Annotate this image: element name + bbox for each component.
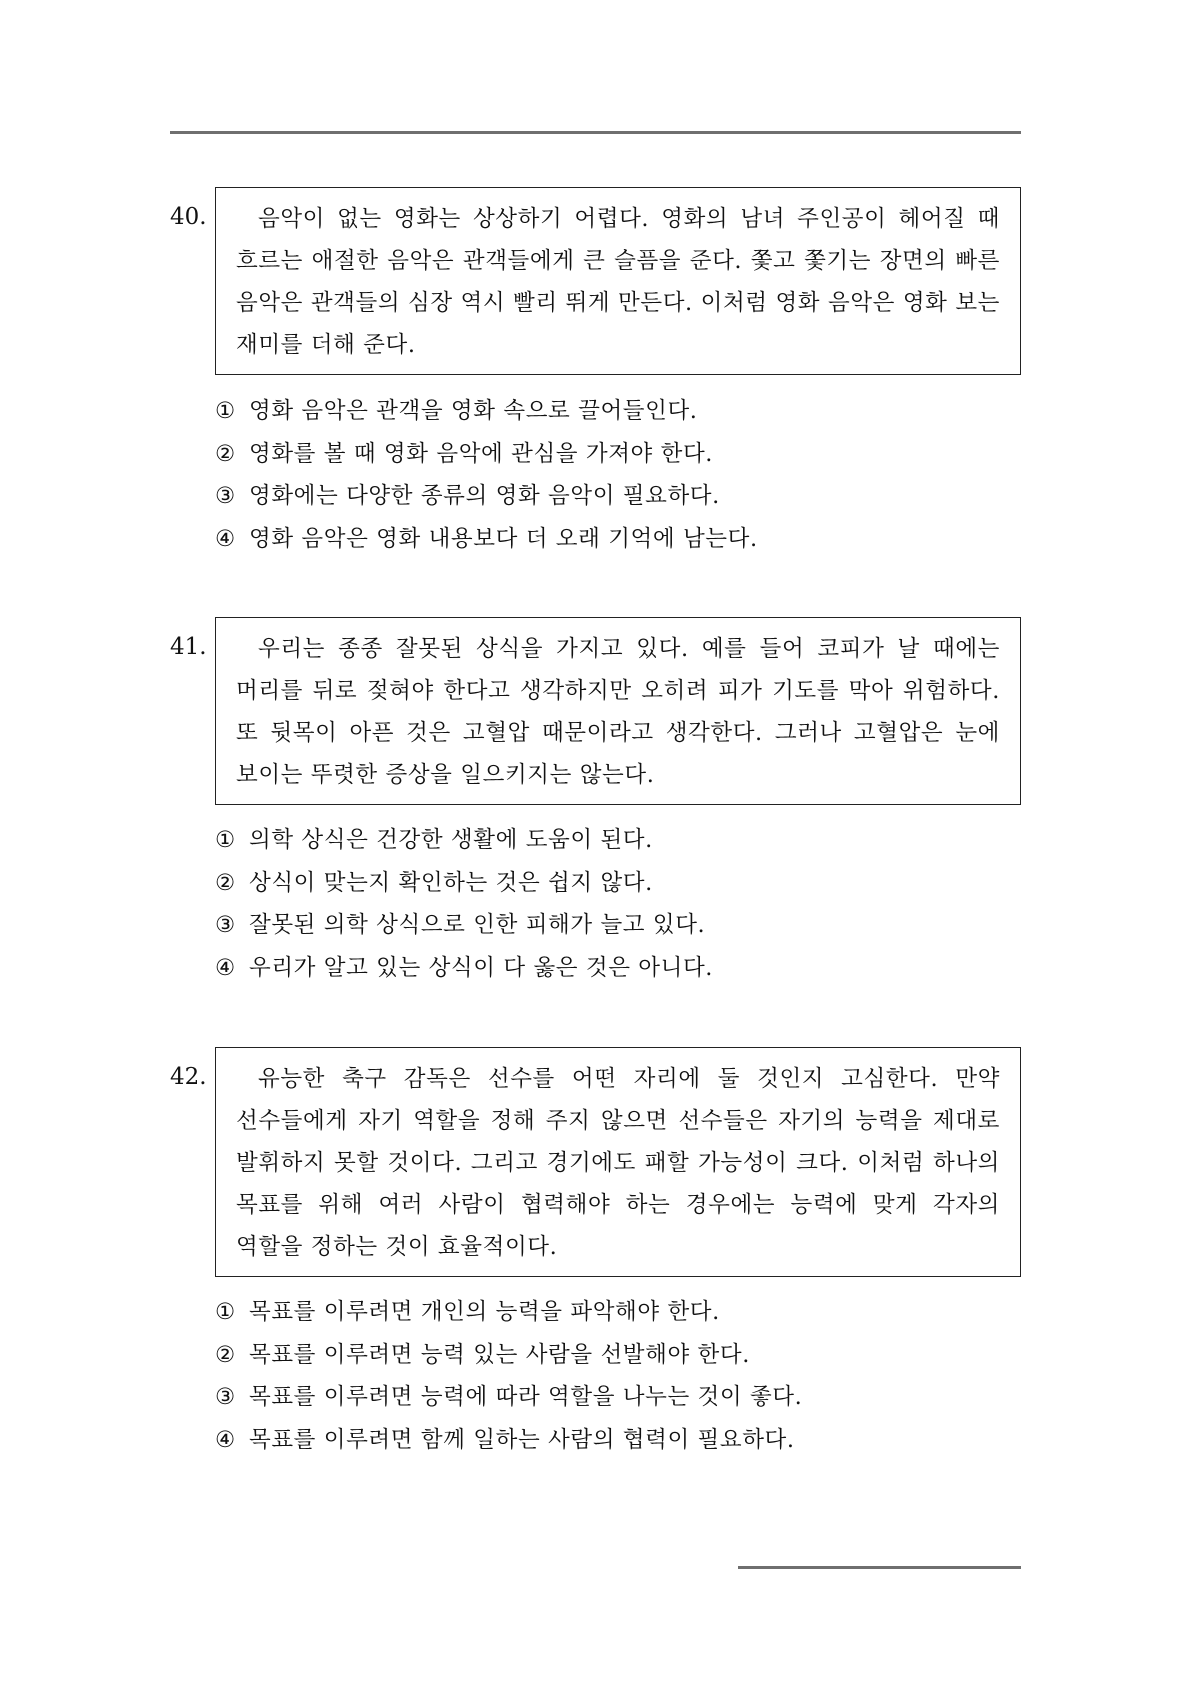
passage-box [215, 187, 1021, 375]
option-1[interactable] [215, 1291, 802, 1334]
option-marker: ③ [215, 1384, 236, 1410]
option-4[interactable] [215, 518, 758, 561]
answer-options [215, 1291, 802, 1461]
option-text: 의학 상식은 건강한 생활에 도움이 된다. [249, 827, 653, 853]
option-marker: ④ [215, 525, 236, 552]
passage-box [215, 617, 1021, 805]
option-2[interactable] [215, 433, 758, 476]
option-1[interactable] [215, 390, 758, 433]
option-text: 영화 음악은 관객을 영화 속으로 끌어들인다. [249, 398, 698, 424]
option-marker: ③ [215, 483, 236, 509]
option-text: 영화를 볼 때 영화 음악에 관심을 가져야 한다. [249, 440, 714, 467]
option-text: 목표를 이루려면 함께 일하는 사람의 협력이 필요하다. [249, 1426, 795, 1453]
question-number: 40. [170, 204, 207, 230]
passage-box [215, 1047, 1021, 1277]
option-marker: ② [215, 869, 236, 896]
option-text: 영화에는 다양한 종류의 영화 음악이 필요하다. [249, 483, 720, 509]
passage-text: 우리는 종종 잘못된 상식을 가지고 있다. 예를 들어 코피가 날 때에는 머리를 뒤로 젖혀야 한다고 생각하지만 오히려 피가 기도를 막아 위험하다. 또 뒷목이 아픈 것은 고혈압 때문이라고 생각한다. 그러나 고혈압은 눈에 보이는 뚜렷한 증상을 일으키지는 않는다. [236, 636, 1000, 788]
option-marker: ④ [215, 1426, 236, 1453]
option-marker: ② [215, 1341, 236, 1368]
option-4[interactable] [215, 1419, 802, 1462]
answer-options [215, 390, 758, 560]
question-number: 42. [170, 1064, 207, 1090]
answer-options [215, 819, 713, 989]
question-number: 41. [170, 634, 207, 660]
option-marker: ① [215, 398, 236, 424]
option-3[interactable] [215, 1376, 802, 1419]
option-marker: ① [215, 1299, 236, 1325]
option-2[interactable] [215, 862, 713, 905]
option-text: 목표를 이루려면 능력에 따라 역할을 나누는 것이 좋다. [249, 1384, 803, 1410]
passage-text: 음악이 없는 영화는 상상하기 어렵다. 영화의 남녀 주인공이 헤어질 때 흐르는 애절한 음악은 관객들에게 큰 슬픔을 준다. 쫓고 쫓기는 장면의 빠른 음악은 관객들의 심장 역시 빨리 뛰게 만든다. 이처럼 영화 음악은 영화 보는 재미를 더해 준다. [236, 206, 1000, 358]
option-text: 목표를 이루려면 능력 있는 사람을 선발해야 한다. [249, 1341, 750, 1368]
passage-text: 유능한 축구 감독은 선수를 어떤 자리에 둘 것인지 고심한다. 만약 선수들에게 자기 역할을 정해 주지 않으면 선수들은 자기의 능력을 제대로 발휘하지 못할 것이다. 그리고 경기에도 패할 가능성이 크다. 이처럼 하나의 목표를 위해 여러 사람이 협력해야 하는 경우에는 능력에 맞게 각자의 역할을 정하는 것이 효율적이다. [236, 1066, 1000, 1260]
option-marker: ③ [215, 912, 236, 938]
option-3[interactable] [215, 475, 758, 518]
option-marker: ② [215, 440, 236, 467]
option-2[interactable] [215, 1334, 802, 1377]
option-1[interactable] [215, 819, 713, 862]
option-marker: ④ [215, 954, 236, 981]
option-3[interactable] [215, 904, 713, 947]
option-text: 목표를 이루려면 개인의 능력을 파악해야 한다. [249, 1299, 720, 1325]
option-marker: ① [215, 827, 236, 853]
option-text: 상식이 맞는지 확인하는 것은 쉽지 않다. [249, 869, 653, 896]
option-text: 잘못된 의학 상식으로 인한 피해가 늘고 있다. [249, 912, 706, 938]
footer-rule [738, 1566, 1021, 1569]
option-text: 영화 음악은 영화 내용보다 더 오래 기억에 남는다. [249, 525, 758, 552]
header-rule [170, 131, 1021, 134]
option-text: 우리가 알고 있는 상식이 다 옳은 것은 아니다. [249, 954, 714, 981]
option-4[interactable] [215, 947, 713, 990]
